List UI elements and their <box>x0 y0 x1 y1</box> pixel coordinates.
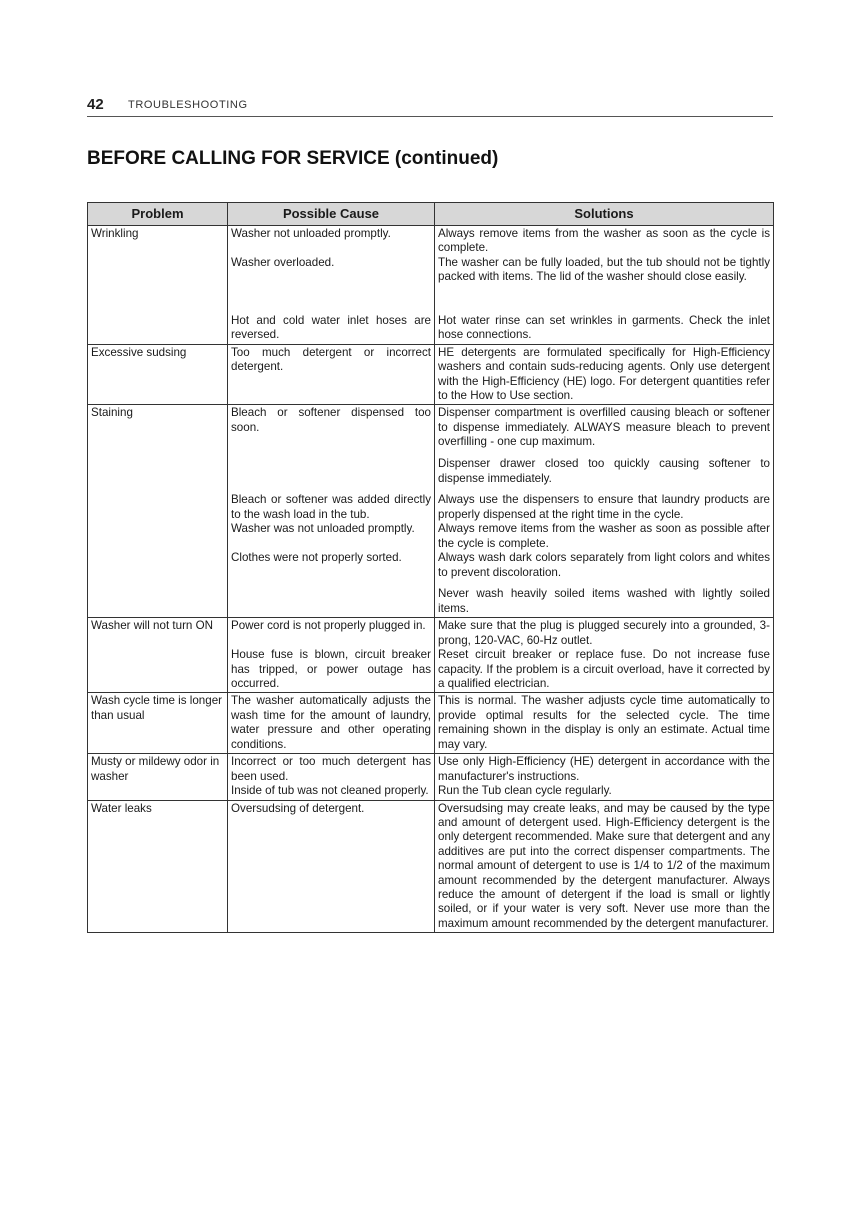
troubleshooting-table <box>87 202 774 933</box>
page-number: 42 <box>87 96 104 113</box>
column-header-cause: Possible Cause <box>228 203 435 226</box>
table-header-row <box>88 203 774 226</box>
solution-text: Never wash heavily soiled items washed with lightly soiled items. <box>438 587 770 615</box>
table-row <box>88 405 774 618</box>
page-header <box>87 96 773 117</box>
cause-text: Washer was not unloaded promptly. <box>231 522 415 536</box>
cause-cell <box>228 618 435 693</box>
cause-cell <box>228 344 435 405</box>
table-row <box>88 800 774 933</box>
solution-cell <box>435 800 774 933</box>
cause-text: Oversudsing of detergent. <box>231 801 365 815</box>
solution-text: Always remove items from the washer as soon as possible after the cycle is complete. <box>438 522 770 550</box>
table-row <box>88 344 774 405</box>
problem-cell: Staining <box>88 405 228 618</box>
table-row <box>88 226 774 345</box>
problem-cell: Washer will not turn ON <box>88 618 228 693</box>
column-header-solutions: Solutions <box>435 203 774 226</box>
cause-text: Incorrect or too much detergent has been used. <box>231 755 431 783</box>
solution-text: Always remove items from the washer as soon as the cycle is complete. <box>438 227 770 255</box>
cause-text: House fuse is blown, circuit breaker has tripped, or power outage has occurred. <box>231 648 431 691</box>
solution-text: The washer can be fully loaded, but the tub should not be tightly packed with items. The lid of the washer should close easily. <box>438 256 770 284</box>
cause-text: Washer not unloaded promptly. <box>231 227 391 240</box>
cause-text: Washer overloaded. <box>231 256 335 269</box>
solution-cell <box>435 226 774 345</box>
problem-cell: Wrinkling <box>88 226 228 345</box>
solution-text: Dispenser drawer closed too quickly causing softener to dispense immediately. <box>438 457 770 485</box>
solution-text: Hot water rinse can set wrinkles in garments. Check the inlet hose connections. <box>438 314 770 342</box>
solution-text: Dispenser compartment is overfilled causing bleach or softener to dispense immediately. ALWAYS measure bleach to prevent overfilling - one cup maximum. <box>438 406 770 449</box>
table-row <box>88 693 774 754</box>
solution-cell <box>435 405 774 618</box>
solution-text: Always wash dark colors separately from light colors and whites to prevent discoloration. <box>438 551 770 579</box>
solution-cell <box>435 693 774 754</box>
problem-cell: Water leaks <box>88 800 228 933</box>
cause-cell <box>228 405 435 618</box>
solution-cell <box>435 618 774 693</box>
solution-text: Always use the dispensers to ensure that laundry products are properly dispensed at the right time in the cycle. <box>438 493 770 521</box>
cause-cell <box>228 693 435 754</box>
solution-text: HE detergents are formulated specifically for High-Efficiency washers and contain suds-reducing agents. Only use detergent with the High-Efficiency (HE) logo. For detergent quantities refer to the How to Use section. <box>438 345 770 403</box>
solution-cell <box>435 344 774 405</box>
problem-cell: Musty or mildewy odor in washer <box>88 754 228 800</box>
table-row <box>88 754 774 800</box>
cause-text: Inside of tub was not cleaned properly. <box>231 784 429 798</box>
problem-cell: Excessive sudsing <box>88 344 228 405</box>
cause-text: Clothes were not properly sorted. <box>231 551 402 565</box>
solution-text: Use only High-Efficiency (HE) detergent in accordance with the manufacturer's instructions. <box>438 755 770 783</box>
cause-text: Too much detergent or incorrect detergent. <box>231 345 431 374</box>
cause-text: The washer automatically adjusts the wash time for the amount of laundry, water pressure and other operating conditions. <box>231 694 431 751</box>
solution-text: Make sure that the plug is plugged securely into a grounded, 3-prong, 120-VAC, 60-Hz outlet. <box>438 619 770 647</box>
solution-cell <box>435 754 774 800</box>
solution-text: Reset circuit breaker or replace fuse. Do not increase fuse capacity. If the problem is a circuit overload, have it corrected by a qualified electrician. <box>438 648 770 691</box>
cause-cell <box>228 226 435 345</box>
cause-text: Power cord is not properly plugged in. <box>231 619 426 633</box>
column-header-problem: Problem <box>88 203 228 226</box>
solution-text: Oversudsing may create leaks, and may be caused by the type and amount of detergent used. High-Efficiency detergent is the only detergent recommended. Make sure that detergent and any additives are put into the correct dispenser compartments. The normal amount of detergent to use is 1/4 to 1/2 of the maximum amount recommended by the detergent manufacturer. Always reduce the amount of detergent if the load is small or lightly soiled, or if your water is very soft. Never use more than the maximum amount recommended by the detergent manufacturer. <box>438 801 770 930</box>
cause-cell <box>228 754 435 800</box>
problem-cell: Wash cycle time is longer than usual <box>88 693 228 754</box>
section-name: TROUBLESHOOTING <box>128 99 248 111</box>
page-title: BEFORE CALLING FOR SERVICE (continued) <box>87 148 499 169</box>
cause-text: Bleach or softener dispensed too soon. <box>231 406 431 434</box>
cause-text: Bleach or softener was added directly to the wash load in the tub. <box>231 493 431 521</box>
cause-cell <box>228 800 435 933</box>
solution-text: Run the Tub clean cycle regularly. <box>438 784 612 798</box>
solution-text: This is normal. The washer adjusts cycle time automatically to provide optimal results for the selected cycle. The time remaining shown in the display is only an estimate. Actual time may vary. <box>438 694 770 751</box>
cause-text: Hot and cold water inlet hoses are reversed. <box>231 314 431 342</box>
table-row <box>88 618 774 693</box>
